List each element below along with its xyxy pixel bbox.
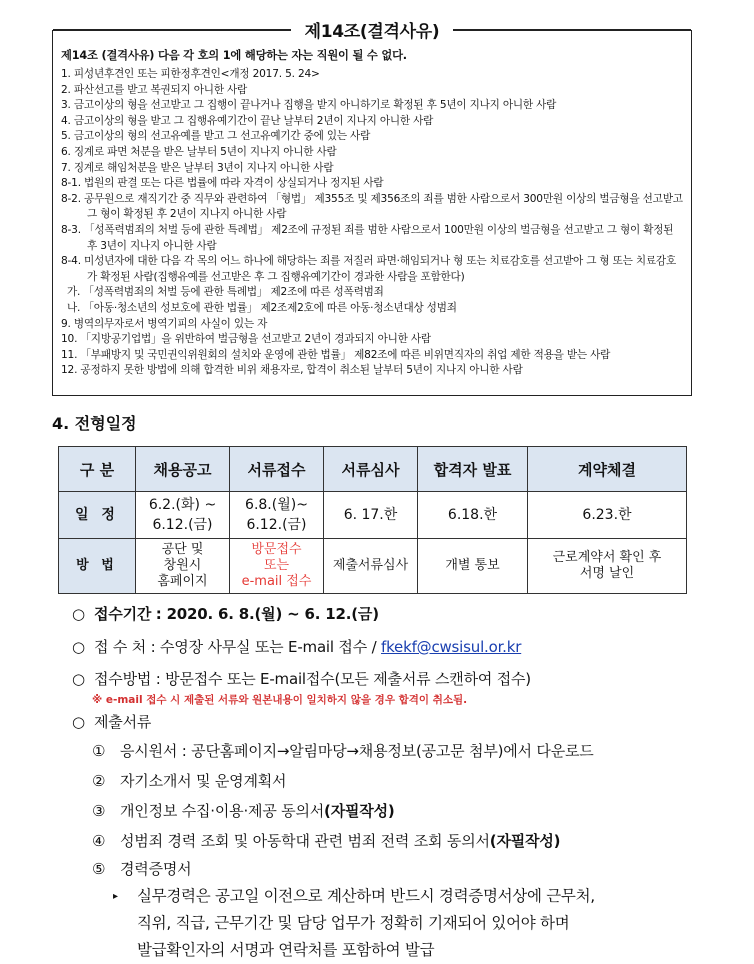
- doc-item: [92, 800, 395, 821]
- circle-bullet-icon: ○: [72, 670, 85, 688]
- article-item: 3. 금고이상의 형을 선고받고 그 집행이 끝나거나 집행을 받지 아니하기로 확정된 후 5년이 지나지 아니한 사람: [61, 99, 557, 112]
- header-result: 합격자 발표: [418, 447, 528, 492]
- doc-item: [92, 740, 594, 761]
- receipt-place: [72, 636, 521, 657]
- article-item: 5. 금고이상의 형의 선고유예를 받고 그 선고유예기간 중에 있는 사람: [61, 130, 371, 143]
- cell-line: 서명 날인: [579, 566, 635, 581]
- article-subitem: 나. 「아동·청소년의 성보호에 관한 법률」 제2조제2호에 따른 아동·청소년대상 성범죄: [67, 301, 457, 314]
- place-value: : 수영장 사무실 또는 E-mail 접수 /: [150, 638, 382, 656]
- cell-contract-method: [528, 539, 687, 594]
- article-item: 1. 피성년후견인 또는 피한정후견인<개정 2017. 5. 24>: [61, 68, 320, 80]
- doc-number: ②: [92, 772, 106, 790]
- cell-line: 공단 및: [161, 542, 204, 557]
- doc-number: ④: [92, 832, 106, 850]
- doc-suffix: (자필작성): [489, 832, 561, 850]
- cell-line: 6.12.(금): [152, 517, 213, 533]
- career-detail-line: 직위, 직급, 근무기간 및 담당 업무가 정확히 기재되어 있어야 하며: [137, 914, 570, 932]
- cell-announce-method: [136, 539, 230, 594]
- doc-text: 응시원서 : 공단홈페이지→알림마당→채용정보(공고문 첨부)에서 다운로드: [120, 742, 594, 760]
- period-value: : 2020. 6. 8.(월) ~ 6. 12.(금): [155, 605, 379, 623]
- triangle-bullet-icon: ▸: [113, 891, 118, 902]
- email-note: ※ e-mail 접수 시 제출된 서류와 원본내용이 일치하지 않을 경우 합격이 취소됨.: [92, 694, 468, 706]
- doc-text: 성범죄 경력 조회 및 아동학대 관련 범죄 전력 조회 동의서: [120, 832, 490, 850]
- cell-announce-date: [136, 492, 230, 539]
- header-announce: 채용공고: [136, 447, 230, 492]
- period-label: 접수기간: [94, 605, 152, 623]
- doc-item: [92, 858, 191, 879]
- cell-line: 홈페이지: [157, 574, 208, 589]
- detail-text: 실무경력은 공고일 이전으로 계산하며 반드시 경력증명서상에 근무처,: [137, 887, 595, 905]
- cell-line: e-mail 접수: [241, 574, 312, 589]
- article-item: 8-3. 「성폭력범죄의 처벌 등에 관한 특례법」 제2조에 규정된 죄를 범한 사람으로서 100만원 이상의 벌금형을 선고받고 그 형이 확정된 후 3년이 지나지 아니한 사람: [61, 223, 674, 252]
- table-row-schedule: [59, 492, 687, 539]
- article-title: 제14조(결격사유): [291, 17, 454, 42]
- doc-number: ③: [92, 802, 106, 820]
- place-label: 접 수 처: [94, 638, 147, 656]
- section-title: 4. 전형일정: [52, 414, 137, 433]
- article-subitem: 가. 「성폭력범죄의 처벌 등에 관한 특례법」 제2조에 따른 성폭력범죄: [67, 286, 384, 299]
- article-item: 6. 징계로 파면 처분을 받은 날부터 5년이 지나지 아니한 사람: [61, 145, 337, 158]
- article-item: 4. 금고이상의 형을 받고 그 집행유예기간이 끝난 날부터 2년이 지나지 아니한 사람: [61, 114, 434, 127]
- cell-result-method: 개별 통보: [418, 539, 528, 594]
- doc-text: 경력증명서: [120, 860, 192, 878]
- table-row-method: [59, 539, 687, 594]
- cell-line: 창원시: [163, 558, 202, 573]
- article-box: [52, 22, 692, 396]
- article-item: 8-1. 법원의 판결 또는 다른 법률에 따라 자격이 상실되거나 정지된 사람: [61, 177, 384, 190]
- method-value: : 방문접수 또는 E-mail접수(모든 제출서류 스캔하여 접수): [155, 670, 531, 688]
- article-lead: 제14조 (결격사유) 다음 각 호의 1에 해당하는 자는 직원이 될 수 없다.: [61, 49, 407, 62]
- cell-line: 6.2.(화) ~: [148, 497, 217, 513]
- email-link[interactable]: fkekf@cwsisul.or.kr: [381, 638, 522, 656]
- receipt-method: [72, 668, 531, 689]
- circle-bullet-icon: ○: [72, 713, 85, 731]
- doc-item: [92, 830, 560, 851]
- cell-line: 6.8.(월)~: [245, 497, 308, 513]
- article-item: 9. 병역의무자로서 병역기피의 사실이 있는 자: [61, 317, 268, 330]
- article-item: 8-4. 미성년자에 대한 다음 각 목의 어느 하나에 해당하는 죄를 저질러 파면·해임되거나 형 또는 치료감호를 선고받아 그 형 또는 치료감호가 확정된 사람(집행유예를 선고받은 후 그 집행유예기간이 경과한 사람을 포함한다): [61, 255, 676, 283]
- docs-label: 제출서류: [94, 713, 152, 731]
- article-title-wrap: [53, 17, 691, 42]
- cell-review-method: 제출서류심사: [324, 539, 418, 594]
- article-item: 2. 파산선고를 받고 복권되지 아니한 사람: [61, 83, 248, 96]
- doc-text: 자기소개서 및 운영계획서: [120, 772, 287, 790]
- cell-review-date: 6. 17.한: [324, 492, 418, 539]
- cell-line: 6.12.(금): [246, 517, 307, 533]
- table-header-row: [59, 447, 687, 492]
- header-contract: 계약체결: [528, 447, 687, 492]
- cell-line: 방문접수: [251, 542, 302, 557]
- article-item: 11. 「부패방지 및 국민권익위원회의 설치와 운영에 관한 법률」 제82조에 따른 비위면직자의 취업 제한 적용을 받는 사람: [61, 348, 611, 361]
- cell-contract-date: 6.23.한: [528, 492, 687, 539]
- doc-number: ⑤: [92, 860, 106, 878]
- article-item: 8-2. 공무원으로 재직기간 중 직무와 관련하여 「형법」 제355조 및 제356조의 죄를 범한 사람으로서 300만원 이상의 벌금형을 선고받고 그 형이 확정된 후 2년이 지나지 아니한 사람: [61, 192, 683, 221]
- doc-number: ①: [92, 742, 106, 760]
- career-detail-line: 발급확인자의 서명과 연락처를 포함하여 발급: [137, 941, 435, 959]
- header-receipt: 서류접수: [230, 447, 324, 492]
- cell-receipt-method: [230, 539, 324, 594]
- row-label-schedule: 일 정: [59, 492, 136, 539]
- cell-result-date: 6.18.한: [418, 492, 528, 539]
- docs-heading: [72, 711, 151, 732]
- schedule-table: [58, 446, 687, 594]
- header-review: 서류심사: [324, 447, 418, 492]
- doc-text: 개인정보 수집·이용·제공 동의서: [120, 802, 325, 820]
- doc-suffix: (자필작성): [324, 802, 395, 820]
- article-item: 7. 징계로 해임처분을 받은 날부터 3년이 지나지 아니한 사람: [61, 161, 334, 174]
- row-label-method: 방 법: [59, 539, 136, 594]
- cell-line: 근로계약서 확인 후: [552, 550, 662, 565]
- article-item: 12. 공정하지 못한 방법에 의해 합격한 비위 채용자로, 합격이 취소된 날부터 5년이 지나지 아니한 사람: [61, 364, 523, 377]
- cell-receipt-date: [230, 492, 324, 539]
- method-label: 접수방법: [94, 670, 152, 688]
- circle-bullet-icon: ○: [72, 605, 85, 623]
- receipt-period: [72, 603, 379, 624]
- header-category: 구 분: [59, 447, 136, 492]
- circle-bullet-icon: ○: [72, 638, 85, 656]
- doc-item: [92, 770, 286, 791]
- career-detail-line: [113, 884, 595, 906]
- article-item-list: [61, 67, 683, 379]
- cell-line: 또는: [263, 558, 290, 573]
- article-item: 10. 「지방공기업법」을 위반하여 벌금형을 선고받고 2년이 경과되지 아니한 사람: [61, 333, 431, 346]
